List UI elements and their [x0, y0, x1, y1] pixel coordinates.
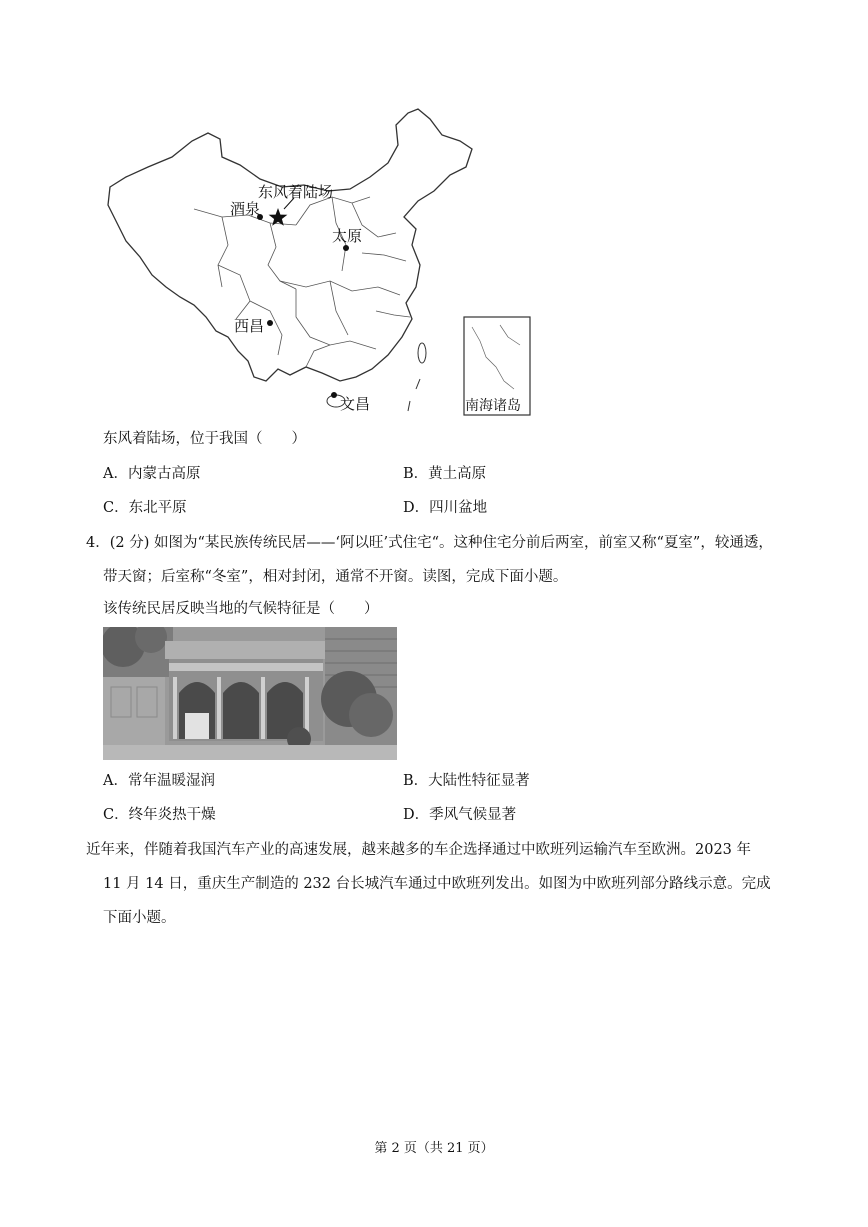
xichang-label: 西昌	[234, 317, 265, 335]
wenchang-label: 文昌	[340, 395, 371, 413]
option-key: A．	[103, 773, 128, 789]
option-key: C．	[103, 807, 129, 823]
option-text: 终年炎热干燥	[128, 807, 216, 823]
q3-stem: 东风着陆场，位于我国（ ）	[103, 431, 306, 447]
option-key: D．	[403, 807, 430, 823]
china-outline	[108, 109, 472, 381]
option-key: A．	[103, 466, 128, 482]
dwelling-illustration	[103, 627, 397, 760]
xichang-dot	[267, 320, 273, 326]
china-map	[100, 105, 540, 420]
inset-label: 南海诸岛	[465, 398, 521, 414]
option-key: D．	[403, 500, 430, 516]
q4-option-b[interactable]	[403, 771, 530, 791]
option-key: C．	[103, 500, 129, 516]
passage-line1: 近年来，伴随着我国汽车产业的高速发展，越来越多的车企选择通过中欧班列运输汽车至欧洲。2023 年	[86, 842, 752, 858]
q4-option-a[interactable]	[103, 771, 215, 791]
sea-mark	[408, 401, 410, 411]
option-text: 内蒙古高原	[127, 466, 201, 482]
option-text: 季风气候显著	[429, 807, 517, 823]
passage-line2: 11 月 14 日，重庆生产制造的 232 台长城汽车通过中欧班列发出。如图为中欧班列部分路线示意。完成	[103, 876, 771, 892]
province-borders	[194, 197, 410, 367]
option-text: 四川盆地	[429, 500, 488, 516]
jiuquan-label: 酒泉	[230, 200, 261, 218]
dwelling-photo	[103, 627, 397, 760]
sea-mark	[416, 379, 420, 389]
page-footer: 第 2 页（共 21 页）	[374, 1141, 494, 1156]
q4-option-c[interactable]	[103, 805, 216, 825]
option-text: 大陆性特征显著	[428, 773, 530, 789]
option-text: 东北平原	[128, 500, 187, 516]
passage-line3: 下面小题。	[103, 910, 176, 926]
q4-intro-line1: 4．(2 分) 如图为“某民族传统民居——‘阿以旺’式住宅“。这种住宅分前后两室，前室又称“夏室”，较通透，	[86, 535, 773, 551]
q4-option-d[interactable]	[403, 805, 516, 825]
taiwan-island	[418, 343, 426, 363]
option-text: 常年温暖湿润	[127, 773, 215, 789]
q3-option-a[interactable]	[103, 464, 200, 484]
q3-option-d[interactable]	[403, 498, 487, 518]
q4-stem: 该传统民居反映当地的气候特征是（ ）	[103, 601, 379, 617]
taiyuan-dot	[343, 245, 349, 251]
site-label: 东风着陆场	[258, 183, 334, 201]
option-key: B．	[403, 773, 429, 789]
option-text: 黄土高原	[428, 466, 487, 482]
q3-option-c[interactable]	[103, 498, 187, 518]
option-key: B．	[403, 466, 429, 482]
china-map-figure	[100, 105, 540, 420]
taiyuan-label: 太原	[332, 227, 363, 245]
q4-intro-line2: 带天窗；后室称“冬室”，相对封闭，通常不开窗。读图，完成下面小题。	[103, 569, 568, 585]
wenchang-dot	[331, 392, 337, 398]
q3-option-b[interactable]	[403, 464, 486, 484]
